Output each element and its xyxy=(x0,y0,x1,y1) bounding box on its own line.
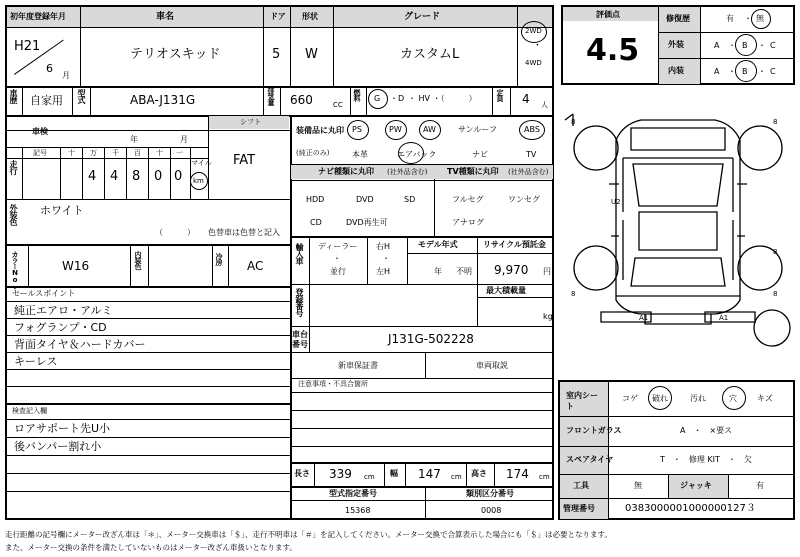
car-name-label: 車名 xyxy=(156,12,175,22)
interior-grade-b: B xyxy=(742,67,748,76)
mileage-record-label: 記号 xyxy=(33,149,47,157)
category-label: 類別区分番号 xyxy=(466,489,514,498)
width-label: 幅 xyxy=(390,469,398,478)
exterior-grade-label: 外装 xyxy=(668,40,684,49)
inspection-label: 車検 xyxy=(32,127,48,136)
fuel-g: G xyxy=(374,94,381,103)
interior-color-label: 内装色 xyxy=(134,251,142,269)
exterior-grade-c: C xyxy=(770,41,776,50)
score-label: 評価点 xyxy=(596,10,620,19)
seat-scratch: キズ xyxy=(757,394,773,403)
mileage-km: km xyxy=(193,177,204,185)
diag-label-2: 8 xyxy=(773,118,778,126)
first-reg-era: H21 xyxy=(14,39,41,54)
inspection-year-unit: 年 xyxy=(130,135,138,144)
drive-2wd: 2WD xyxy=(525,27,542,35)
sales-item-1: 純正エアロ・アルミ xyxy=(14,304,113,317)
height-label: 高さ xyxy=(471,469,487,478)
sales-item-3: 背面タイヤ＆ハードカバー xyxy=(14,338,146,351)
equip-airbag: エアバック xyxy=(397,150,437,159)
import-right: 右H xyxy=(376,242,391,251)
use-value: 自家用 xyxy=(30,94,63,107)
diag-label-1: 8 xyxy=(571,118,576,126)
model-year-unit: 年 xyxy=(434,267,442,276)
tv-analog: アナログ xyxy=(452,218,484,227)
color-no-label: カラーNo. xyxy=(11,251,19,290)
exterior-grade-sep-1: ・ xyxy=(728,41,736,50)
type-designation-value: 15368 xyxy=(345,506,371,515)
equip-pw: PW xyxy=(389,125,402,134)
car-damage-diagram xyxy=(561,100,795,372)
import-dealer: ディーラー xyxy=(318,242,358,251)
length-unit: cm xyxy=(364,473,375,481)
warranty-manual: 車両取説 xyxy=(476,361,508,370)
reg-no-label: 登録番号 xyxy=(295,288,304,316)
jack-label: ジャッキ xyxy=(680,481,712,490)
equip-leather: 本革 xyxy=(352,150,368,159)
equip-aw: AW xyxy=(423,125,436,134)
exterior-grade-sep-2: ・ xyxy=(758,41,766,50)
exterior-color-note: 色替車は色替と記入 xyxy=(208,228,280,237)
jack-value: 有 xyxy=(756,481,764,490)
footer-line-1: 走行距離の記号欄にメーター改ざん車は「＊」、メーター交換車は「＄」、走行不明車は「＃」を記入してください。メーター交換で合算表示した場合にも「＄」は必要となります。 xyxy=(5,530,612,539)
seat-hole: 穴 xyxy=(729,394,737,403)
fuel-rest: ・ HV ・（ ） xyxy=(408,94,477,103)
inspector-item-1: ロアサポート先U小 xyxy=(14,422,111,435)
digit-label-2: 万 xyxy=(90,149,97,157)
seat-label: 室内シート xyxy=(566,391,598,411)
model-label: 型式 xyxy=(77,89,86,103)
displacement-value: 660 xyxy=(290,93,313,107)
diag-label-a1-right: A1 xyxy=(719,314,729,322)
seat-tear: 破れ xyxy=(652,394,668,403)
inspector-item-2: 後バンパー割れ小 xyxy=(14,440,102,453)
doors-label: ドア xyxy=(270,12,286,21)
import-left: 左H xyxy=(376,267,391,276)
fuel-dot: ・ xyxy=(390,94,398,103)
fuel-d: D xyxy=(398,94,405,103)
length-value: 339 xyxy=(329,467,352,481)
mgmt-value: 0383000001000000127３ xyxy=(625,503,756,514)
tools-value: 無 xyxy=(634,481,642,490)
mileage-digit-2: 4 xyxy=(88,169,97,184)
score-value: 4.5 xyxy=(586,33,640,68)
capacity-value: 4 xyxy=(522,92,530,106)
seat-stain: 汚れ xyxy=(690,394,706,403)
grade-label: グレード xyxy=(404,12,441,22)
tv-title-sub: (社外品含む) xyxy=(508,168,549,176)
ac-value: AC xyxy=(247,259,264,273)
digit-label-6: 一 xyxy=(176,149,183,157)
exterior-color-paren: （ ） xyxy=(155,228,195,237)
repair-label: 修復歴 xyxy=(666,14,690,23)
shift-label: シフト xyxy=(240,118,261,126)
first-reg-month-unit: 月 xyxy=(62,71,70,80)
interior-grade-a: A xyxy=(714,67,720,76)
notes-label: 注意事項・不具合箇所 xyxy=(298,380,368,388)
exterior-grade-a: A xyxy=(714,41,720,50)
diag-label-a1-left: A1 xyxy=(639,314,649,322)
navi-title: ナビ種類に丸印 xyxy=(318,167,374,176)
height-unit: cm xyxy=(539,473,550,481)
use-label: 車歴 xyxy=(9,89,18,103)
model-value: ABA-J131G xyxy=(130,93,196,107)
displacement-label: 排気量 xyxy=(267,87,275,105)
category-value: 0008 xyxy=(481,506,502,515)
windshield-value: A ・ ×要ス xyxy=(680,426,733,435)
diag-label-4: 8 xyxy=(773,290,778,298)
fuel-label: 燃料 xyxy=(353,89,361,101)
import-dot-2: ・ xyxy=(382,254,390,263)
repair-dot: ・ xyxy=(744,14,752,23)
first-reg-label: 初年度登録年月 xyxy=(10,12,66,21)
exterior-color-value: ホワイト xyxy=(40,204,84,217)
recycle-value: 9,970 xyxy=(494,263,529,277)
spare-label: スペアタイヤ xyxy=(566,455,614,464)
ac-label: 冷房 xyxy=(215,253,223,265)
mileage-digit-4: 8 xyxy=(132,169,141,184)
windshield-label: フロントガラス xyxy=(566,426,622,435)
recycle-label: リサイクル預託金 xyxy=(483,240,546,249)
width-value: 147 xyxy=(418,467,441,481)
navi-dvd: DVD xyxy=(356,195,374,204)
tv-title: TV種類に丸印 xyxy=(447,167,499,176)
interior-grade-c: C xyxy=(770,67,776,76)
warranty-new-car: 新車保証書 xyxy=(338,361,378,370)
drive-4wd: 4WD xyxy=(525,59,542,67)
equipment-sub: (純正のみ) xyxy=(296,149,330,157)
repair-yes: 有 xyxy=(726,14,734,23)
sales-label: セールスポイント xyxy=(12,289,76,298)
diag-label-3: 8 xyxy=(571,290,576,298)
shift-value: FAT xyxy=(233,153,256,168)
mileage-digit-3: 4 xyxy=(110,169,119,184)
body-type-value: W xyxy=(305,47,318,62)
doors-value: 5 xyxy=(272,47,281,62)
digit-label-5: 十 xyxy=(156,149,163,157)
interior-grade-sep-1: ・ xyxy=(728,67,736,76)
interior-grade-sep-2: ・ xyxy=(758,67,766,76)
displacement-unit: CC xyxy=(333,101,343,109)
diag-label-u2: U2 xyxy=(611,198,621,206)
sales-item-4: キーレス xyxy=(14,355,58,368)
digit-label-1: 十 xyxy=(68,149,75,157)
inspection-month-unit: 月 xyxy=(180,135,188,144)
inspector-label: 検査記入欄 xyxy=(12,407,47,415)
equip-ps: PS xyxy=(352,125,362,134)
tools-label: 工具 xyxy=(573,481,589,490)
color-no-value: W16 xyxy=(62,259,90,273)
import-dot-1: ・ xyxy=(333,254,341,263)
digit-label-3: 千 xyxy=(112,149,119,157)
car-name-value: テリオスキッド xyxy=(130,47,221,62)
navi-title-sub: (社外品含む) xyxy=(387,168,428,176)
mileage-mile-label: マイル xyxy=(191,159,212,167)
mgmt-label: 管理番号 xyxy=(563,504,595,513)
capacity-unit: 人 xyxy=(541,101,548,109)
width-unit: cm xyxy=(451,473,462,481)
footer-line-2: また、メーター交換の条件を満たしていないものはメーター改ざん車扱いとなります。 xyxy=(5,543,297,552)
capacity-label: 定員 xyxy=(496,89,504,101)
recycle-unit: 円 xyxy=(543,267,551,276)
height-value: 174 xyxy=(506,467,529,481)
first-reg-month: 6 xyxy=(46,62,53,75)
seat-burn: コゲ xyxy=(622,394,638,403)
interior-grade-label: 内装 xyxy=(668,66,684,75)
digit-label-4: 百 xyxy=(134,149,141,157)
mileage-digit-5: 0 xyxy=(154,169,163,184)
body-type-label: 形状 xyxy=(302,12,318,21)
model-year-label: モデル年式 xyxy=(418,240,458,249)
navi-cd: CD xyxy=(310,218,322,227)
navi-hdd: HDD xyxy=(306,195,325,204)
repair-no: 無 xyxy=(756,14,764,23)
sales-item-2: フォグランプ・CD xyxy=(14,321,107,334)
chassis-label: 車台番号 xyxy=(292,330,308,349)
spare-value: T ・ 修理 KIT ・ 欠 xyxy=(660,455,752,464)
navi-sd: SD xyxy=(404,195,416,204)
diag-label-5: 8 xyxy=(773,248,778,256)
equip-abs: ABS xyxy=(524,125,540,134)
model-year-unknown: 不明 xyxy=(456,267,472,276)
equip-tv: TV xyxy=(526,150,537,159)
mileage-label: 走行 xyxy=(9,160,18,174)
type-designation-label: 型式指定番号 xyxy=(329,489,377,498)
drive-sep: ・ xyxy=(533,41,543,51)
max-load-unit: kg xyxy=(543,312,553,321)
tv-fullseg: フルセグ xyxy=(452,195,484,204)
length-label: 長さ xyxy=(294,469,310,478)
mileage-digit-6: 0 xyxy=(174,169,183,184)
chassis-value: J131G-502228 xyxy=(388,332,474,346)
equipment-label: 装備品に丸印 xyxy=(296,126,344,135)
import-label: 輸入車 xyxy=(295,243,304,264)
grade-value: カスタムL xyxy=(400,47,460,62)
exterior-color-label: 外装色 xyxy=(9,204,18,225)
max-load-label: 最大積載量 xyxy=(486,286,526,295)
tv-oneseg: ワンセグ xyxy=(508,195,540,204)
import-parallel: 並行 xyxy=(330,267,346,276)
equip-sunroof: サンルーフ xyxy=(458,125,497,134)
navi-dvd-play: DVD再生可 xyxy=(346,218,388,227)
exterior-grade-b: B xyxy=(742,41,748,50)
equip-navi: ナビ xyxy=(472,150,488,159)
